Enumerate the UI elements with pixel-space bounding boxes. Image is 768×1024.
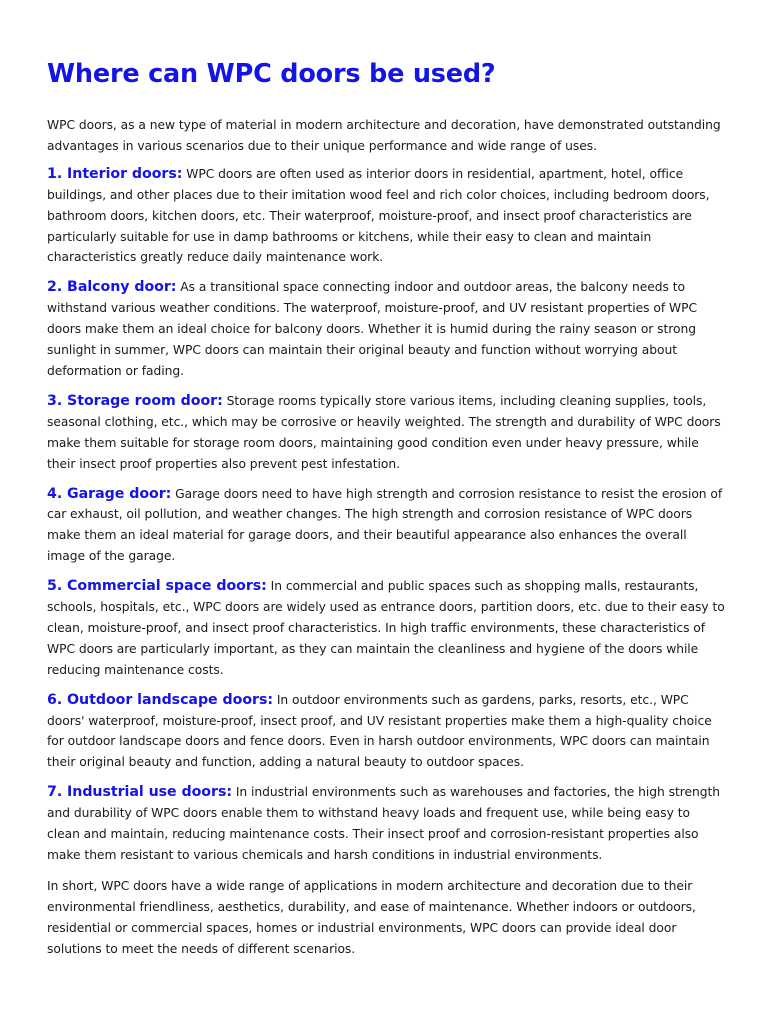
section-text: Storage rooms typically store various items, including cleaning supplies, tools, seasonal clothing, etc., which may be corrosive or heavily weighted. The strength and durability of WPC doors make them suitable for storage room doors, maintaining good condition even under heavy pressure, while their insect proof properties also prevent pest infestation. (47, 393, 721, 471)
section-text: As a transitional space connecting indoor and outdoor areas, the balcony needs to withstand various weather conditions. The waterproof, moisture-proof, and UV resistant properties of WPC doors make them an ideal choice for balcony doors. Whether it is humid during the rainy season or strong sunlight in summer, WPC doors can maintain their original beauty and function without worrying about deformation or fading. (47, 280, 697, 378)
section-heading: 3. Storage room door: (47, 392, 223, 409)
section-text: In outdoor environments such as gardens, parks, resorts, etc., WPC doors' waterproof, moisture-proof, insect proof, and UV resistant properties make them a high-quality choice for outdoor landscape doors and fence doors. Even in harsh outdoor environments, WPC doors can maintain their original beauty and function, adding a natural beauty to outdoor spaces. (47, 692, 712, 770)
section-heading: 2. Balcony door: (47, 279, 177, 296)
section-outdoor-landscape-doors (47, 690, 725, 774)
section-text: In commercial and public spaces such as shopping malls, restaurants, schools, hospitals, etc., WPC doors are widely used as entrance doors, partition doors, etc. due to their easy to clean, moisture-proof, and insect proof characteristics. In high traffic environments, these characteristics of WPC doors are particularly important, as they can maintain the cleanliness and hygiene of the doors while reducing maintenance costs. (47, 579, 725, 677)
section-text: In industrial environments such as warehouses and factories, the high strength and durability of WPC doors enable them to withstand heavy loads and frequent use, while being easy to clean and maintain, reducing maintenance costs. Their insect proof and corrosion-resistant properties also make them resistant to various chemicals and harsh conditions in industrial environments. (47, 785, 721, 862)
section-industrial-use-doors (47, 782, 725, 866)
section-balcony-door (47, 277, 725, 382)
section-garage-door (47, 484, 725, 568)
section-heading: 4. Garage door: (47, 485, 172, 502)
page-title: Where can WPC doors be used? (47, 59, 496, 89)
section-text: Garage doors need to have high strength and corrosion resistance to resist the erosion of car exhaust, oil pollution, and weather changes. The high strength and corrosion resistance of WPC doors make them an ideal material for garage doors, and their beautiful appearance also enhances the overall image of the garage. (47, 486, 723, 564)
section-storage-room-door (47, 391, 725, 475)
section-interior-doors (47, 164, 725, 269)
document-page (47, 58, 725, 969)
section-heading: 1. Interior doors: (47, 165, 183, 182)
intro-paragraph: WPC doors, as a new type of material in modern architecture and decoration, have demonstrated outstanding advantages in various scenarios due to their unique performance and wide range of uses. (47, 118, 721, 153)
summary-paragraph: In short, WPC doors have a wide range of applications in modern architecture and decoration due to their environmental friendliness, aesthetics, durability, and ease of maintenance. Whether indoors or outdoors, residential or commercial spaces, homes or industrial environments, WPC doors can provide ideal door solutions to meet the needs of different scenarios. (47, 878, 696, 956)
section-heading: 5. Commercial space doors: (47, 578, 267, 595)
section-heading: 7. Industrial use doors: (47, 784, 232, 801)
section-commercial-space-doors (47, 576, 725, 681)
section-heading: 6. Outdoor landscape doors: (47, 691, 273, 708)
section-text: WPC doors are often used as interior doors in residential, apartment, hotel, office buildings, and other places due to their imitation wood feel and rich color choices, including bedroom doors, bathroom doors, kitchen doors, etc. Their waterproof, moisture-proof, and insect proof characteristics are particularly suitable for use in damp bathrooms or kitchens, while their easy to clean and maintain characteristics greatly reduce daily maintenance work. (47, 166, 710, 265)
